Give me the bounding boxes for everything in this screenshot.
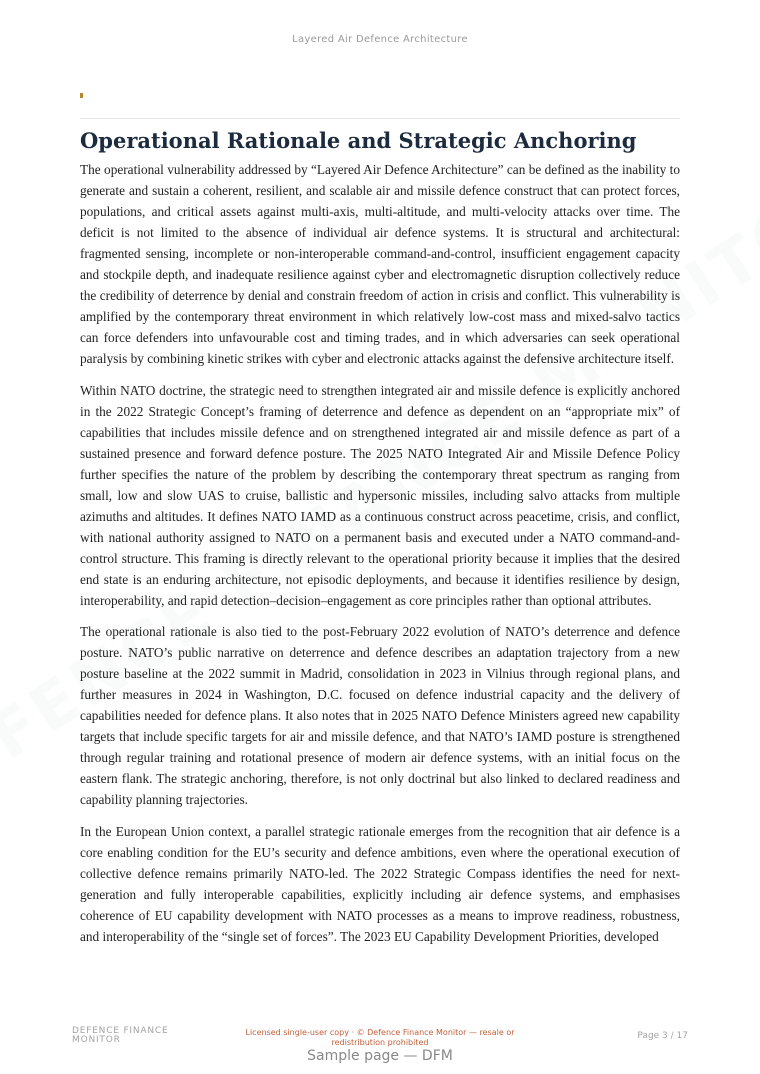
footer-brand-line: MONITOR: [72, 1035, 121, 1045]
page-number: Page 3 / 17: [637, 1031, 688, 1041]
body-text: [80, 159, 680, 957]
footer-brand: [72, 1027, 168, 1045]
paragraph: Within NATO doctrine, the strategic need to strengthen integrated air and missile defence is explicitly anchored in the 2022 Strategic Concept’s framing of deterrence and defence as dependent on an “appropriate mix” of capabilities that includes missile defence and on strengthened integrated air and missile defence as part of a sustained presence and forward defence posture. The 2025 NATO Integrated Air and Missile Defence Policy further specifies the nature of the problem by describing the contemporary threat spectrum as ranging from small, low and slow UAS to cruise, ballistic and hypersonic missiles, including salvo attacks from multiple azimuths and altitudes. It defines NATO IAMD as a continuous construct across peacetime, crisis, and conflict, with national authority assigned to NATO on a permanent basis and executed under a NATO command-and-control structure. This framing is directly relevant to the operational priority because it implies that the desired end state is an enduring architecture, not episodic deployments, and because it identifies resilience by design, interoperability, and rapid detection–decision–engagement as core principles rather than optional attributes.: [80, 382, 680, 608]
header-divider: [80, 118, 680, 119]
paragraph: The operational rationale is also tied to the post-February 2022 evolution of NATO’s deterrence and defence posture. NATO’s public narrative on deterrence and defence describes an adaptation trajectory from a new posture baseline at the 2022 summit in Madrid, consolidation in 2023 in Vilnius through regional plans, and further measures in 2024 in Washington, D.C. focused on defence industrial capacity and the delivery of capabilities needed for defence plans. It also notes that in 2025 NATO Defence Ministers agreed new capability targets that include specific targets for air and missile defence, and that NATO’s IAMD posture is strengthened through regular training and rotational presence of modern air defence systems, with an initial focus on the eastern flank. The strategic anchoring, therefore, is not only doctrinal but also linked to declared readiness and capability planning trajectories.: [80, 624, 680, 807]
sample-caption: Sample page — DFM: [307, 1048, 453, 1064]
section-title: Operational Rationale and Strategic Anchoring: [80, 128, 637, 153]
paragraph: In the European Union context, a parallel strategic rationale emerges from the recognition that air defence is a core enabling condition for the EU’s security and defence ambitions, even where the operational execution of collective defence remains primarily NATO-led. The 2022 Strategic Compass identifies the need for next-generation and fully interoperable capabilities, explicitly including air defence systems, and emphasises coherence of EU capability development with NATO processes as a means to improve readiness, robustness, and interoperability of the “single set of forces”. The 2023 EU Capability Development Priorities, developed: [80, 823, 680, 944]
license-notice: Licensed single-user copy · © Defence Finance Monitor — resale or redistribution prohibited: [245, 1028, 515, 1047]
paragraph: The operational vulnerability addressed by “Layered Air Defence Architecture” can be defined as the inability to generate and sustain a coherent, resilient, and scalable air and missile defence construct that can protect forces, populations, and critical assets against multi-axis, multi-altitude, and multi-velocity attacks over time. The deficit is not limited to the absence of individual air defence systems. It is structural and architectural: fragmented sensing, incomplete or non-interoperable command-and-control, insufficient engagement capacity and stockpile depth, and inadequate resilience against cyber and electromagnetic disruption collectively reduce the credibility of deterrence by denial and constrain freedom of action in crisis and conflict. This vulnerability is amplified by the contemporary threat environment in which relatively low-cost mass and mixed-salvo tactics can force defenders into unfavourable cost and timing trades, and in which adversaries can seek operational paralysis by combining kinetic strikes with cyber and electronic attacks against the defensive architecture itself.: [80, 162, 680, 366]
footer-brand-line: DEFENCE FINANCE: [72, 1026, 169, 1036]
accent-mark: [80, 93, 83, 98]
running-header: Layered Air Defence Architecture: [292, 34, 468, 45]
